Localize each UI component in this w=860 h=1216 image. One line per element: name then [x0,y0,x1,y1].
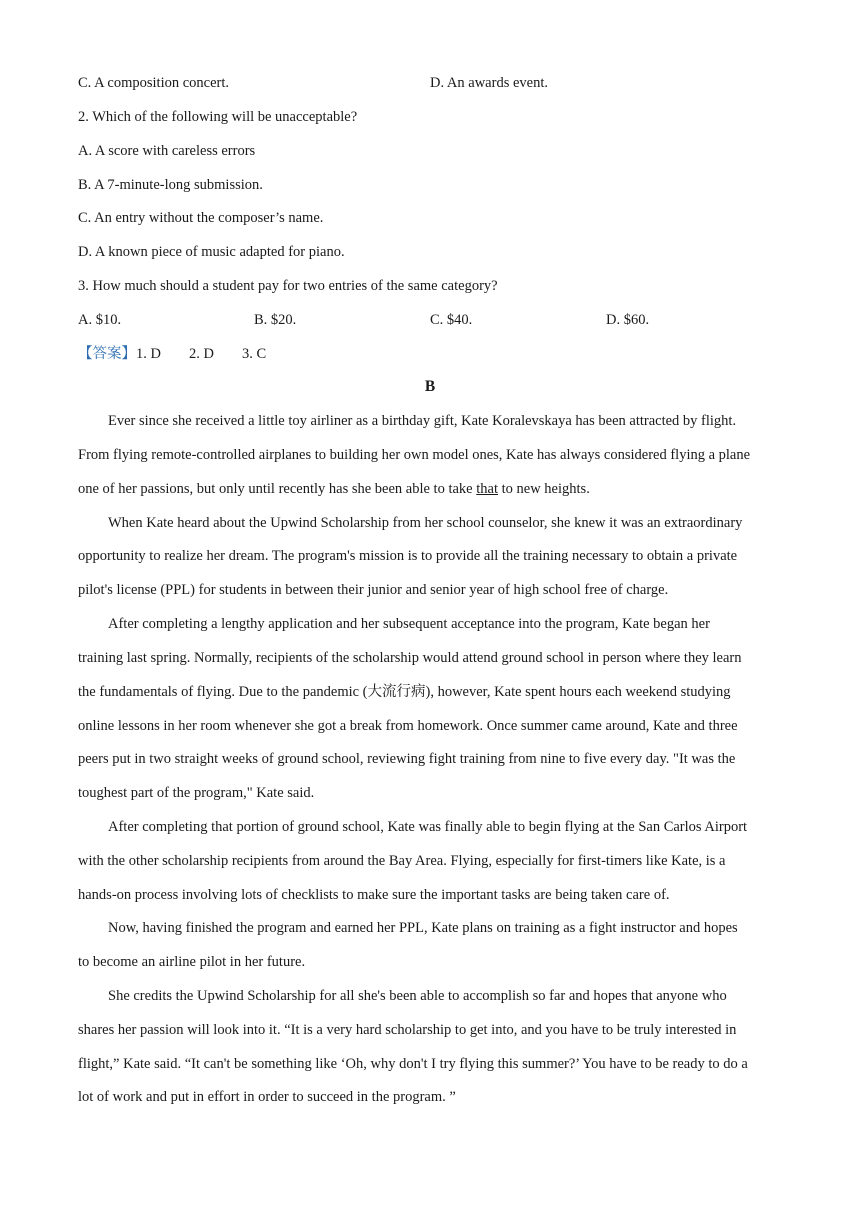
q3-stem: 3. How much should a student pay for two entries of the same category? [78,278,498,294]
p4-line-2: with the other scholarship recipients from around the Bay Area. Flying, especially for first-timers like Kate, is a [78,853,726,869]
q3-option-d: D. $60. [606,312,650,328]
p6-line-3: flight,” Kate said. “It can't be something like ‘Oh, why don't I try flying this summer?’ You have to be ready to do a [78,1056,748,1072]
q2-option-d: D. A known piece of music adapted for piano. [78,244,345,260]
underlined-that: that [476,481,498,497]
q3-option-c: C. $40. [430,312,473,328]
p6-line-4: lot of work and put in effort in order to succeed in the program. ” [78,1089,456,1105]
q2-option-c: C. An entry without the composer’s name. [78,210,324,226]
answer-2: 2. D [188,346,214,362]
answer-key [78,345,266,363]
q1-option-c: C. A composition concert. [78,75,230,91]
p2-line-1: When Kate heard about the Upwind Scholarship from her school counselor, she knew it was an extraordinary [108,515,743,531]
p1-line-3-end: to new heights. [498,481,590,497]
p1-line-3 [78,480,784,498]
q2-option-b: B. A 7-minute-long submission. [78,177,263,193]
section-heading: B [424,378,436,395]
q3-option-a: A. $10. [78,312,122,328]
p3-line-4: online lessons in her room whenever she got a break from homework. Once summer came around, Kate and three [78,718,738,734]
p3-line-2: training last spring. Normally, recipients of the scholarship would attend ground school in person where they learn [78,650,742,666]
p2-line-3: pilot's license (PPL) for students in between their junior and senior year of high school free of charge. [78,582,669,598]
answer-1: 1. D [136,346,161,362]
p2-line-2: opportunity to realize her dream. The program's mission is to provide all the training necessary to obtain a private [78,548,738,564]
p3-line-1: After completing a lengthy application and her subsequent acceptance into the program, Kate began her [108,616,710,632]
q1-option-d: D. An awards event. [430,75,548,91]
answer-tag: 【答案】 [78,346,136,362]
q2-option-a: A. A score with careless errors [78,143,256,159]
p3-line-3: the fundamentals of flying. Due to the pandemic (大流行病), however, Kate spent hours each weekend studying [78,684,731,700]
p1-line-1: Ever since she received a little toy airliner as a birthday gift, Kate Koralevskaya has been attracted by flight. [108,413,737,429]
p3-line-5: peers put in two straight weeks of ground school, reviewing fight training from nine to five every day. "It was the [78,751,736,767]
p6-line-1: She credits the Upwind Scholarship for all she's been able to accomplish so far and hopes that anyone who [108,988,727,1004]
p5-line-1: Now, having finished the program and earned her PPL, Kate plans on training as a fight instructor and hopes [108,920,738,936]
p1-line-3-text: one of her passions, but only until recently has she been able to take [78,481,477,497]
q2-stem: 2. Which of the following will be unacceptable? [78,109,358,125]
q3-option-b: B. $20. [254,312,297,328]
p5-line-2: to become an airline pilot in her future. [78,954,306,970]
p6-line-2: shares her passion will look into it. “It is a very hard scholarship to get into, and you have to be truly interested in [78,1022,737,1038]
answer-3: 3. C [241,346,267,362]
p1-line-2: From flying remote-controlled airplanes to building her own model ones, Kate has always considered flying a plane [78,447,751,463]
p4-line-3: hands-on process involving lots of checklists to make sure the important tasks are being taken care of. [78,887,670,903]
p3-line-6: toughest part of the program," Kate said. [78,785,315,801]
p4-line-1: After completing that portion of ground school, Kate was finally able to begin flying at the San Carlos Airport [108,819,748,835]
